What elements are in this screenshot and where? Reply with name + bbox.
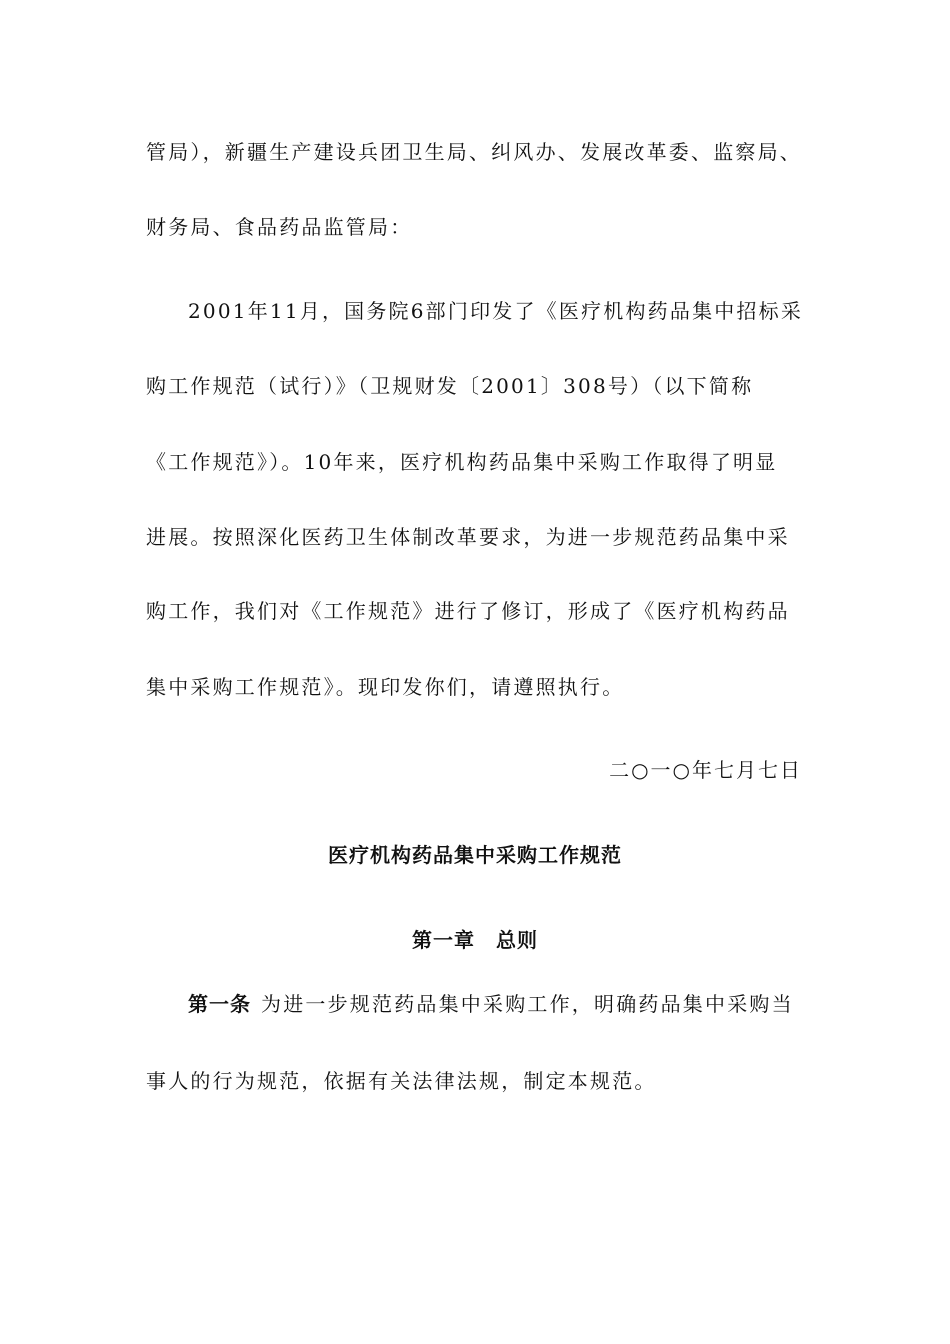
- article-1-line-1: [188, 990, 848, 1018]
- article-text: 为进一步规范药品集中采购工作，明确药品集中采购当: [261, 992, 794, 1016]
- chapter-heading: 第一章 总则: [412, 928, 538, 952]
- article-label: 第一条: [188, 992, 251, 1016]
- body-line: 集中采购工作规范》。现印发你们，请遵照执行。: [146, 675, 625, 699]
- body-line: 进展。按照深化医药卫生体制改革要求，为进一步规范药品集中采: [146, 525, 790, 549]
- body-line: 管局），新疆生产建设兵团卫生局、纠风办、发展改革委、监察局、: [146, 140, 802, 164]
- body-line: 《工作规范》）。10年来，医疗机构药品集中采购工作取得了明显: [146, 450, 778, 474]
- article-1-line-2: 事人的行为规范，依据有关法律法规，制定本规范。: [146, 1069, 657, 1093]
- body-line: 购工作规范（试行）》（卫规财发〔2001〕308号）（以下简称: [146, 374, 754, 398]
- body-line: 财务局、食品药品监管局：: [146, 215, 413, 239]
- body-line: 购工作，我们对《工作规范》进行了修订，形成了《医疗机构药品: [146, 599, 790, 623]
- document-title: 医疗机构药品集中采购工作规范: [328, 843, 622, 867]
- body-line: 2001年11月，国务院6部门印发了《医疗机构药品集中招标采: [188, 299, 804, 323]
- document-date: 二○一○年七月七日: [609, 758, 802, 782]
